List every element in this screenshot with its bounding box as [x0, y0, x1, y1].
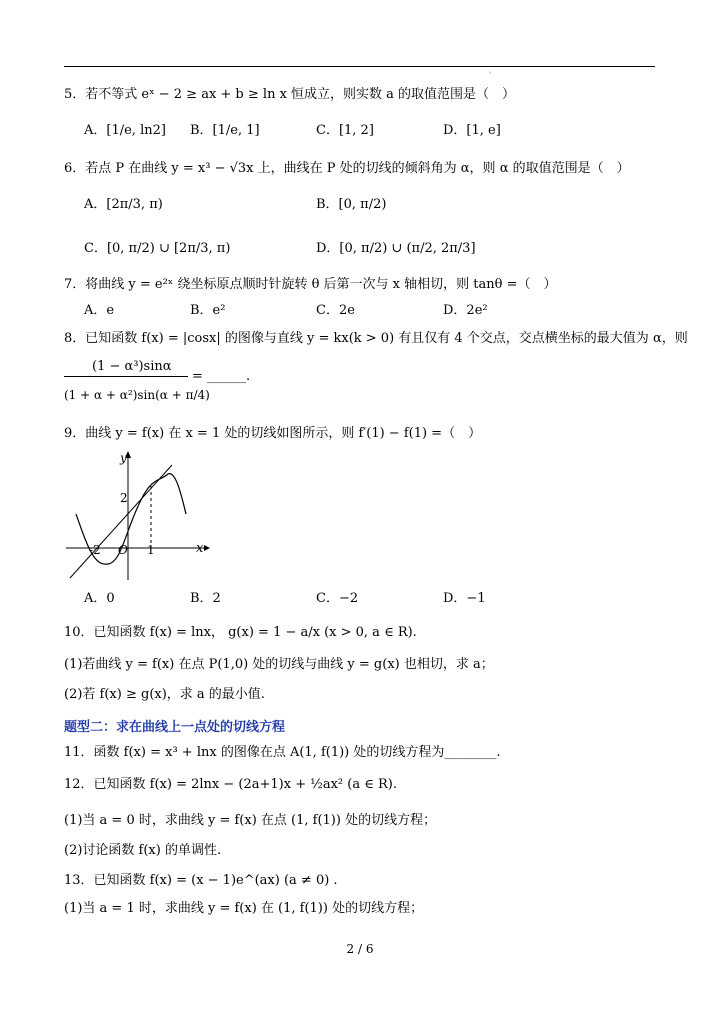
q5-stem: 5．若不等式 eˣ − 2 ≥ ax + b ≥ ln x 恒成立，则实数 a 的取值范围是（ ）: [64, 87, 516, 102]
tick-y2: 2: [120, 491, 128, 505]
q13-part1: (1)当 a = 1 时，求曲线 y = f(x) 在 (1, f(1)) 处的切线方程；: [64, 901, 424, 916]
q10-part1: (1)若曲线 y = f(x) 在点 P(1,0) 处的切线与曲线 y = g(x) 也相切，求 a；: [64, 657, 494, 672]
q7-option-b: B．e²: [190, 303, 226, 318]
q6-option-a: A．[2π/3, π): [84, 197, 163, 212]
page-number: 2 / 6: [346, 942, 374, 956]
q10-stem: 10．已知函数 f(x) = lnx， g(x) = 1 − a/x (x > 0, a ∈ R).: [64, 625, 417, 640]
q12-part2: (2)讨论函数 f(x) 的单调性.: [64, 843, 222, 858]
q6-option-c: C．[0, π/2) ∪ [2π/3, π): [84, 241, 231, 256]
q9-graph: [64, 448, 214, 583]
x-axis-arrow: [204, 545, 210, 551]
q7-option-a: A．e: [84, 303, 115, 318]
q5-option-b: B．[1/e, 1]: [190, 123, 260, 138]
q8-fraction-bar: [64, 376, 188, 377]
q9-option-a: A．0: [84, 591, 115, 606]
q9-option-d: D．−1: [443, 591, 486, 606]
q8-tail: = ______.: [192, 369, 251, 384]
q6-option-b: B．[0, π/2): [316, 197, 387, 212]
q7-option-c: C．2e: [316, 303, 355, 318]
section-title: 题型二：求在曲线上一点处的切线方程: [64, 720, 286, 735]
tick-1: 1: [147, 543, 155, 557]
q8-denominator: (1 + α + α²)sin(α + π/4): [64, 388, 210, 402]
q5-option-c: C．[1, 2]: [316, 123, 374, 138]
tick-neg2: -2: [89, 543, 101, 557]
q7-option-d: D．2e²: [443, 303, 488, 318]
q10-part2: (2)若 f(x) ≥ g(x)，求 a 的最小值.: [64, 687, 265, 702]
page-marker: ˈ: [489, 71, 492, 80]
q5-option-d: D．[1, e]: [443, 123, 501, 138]
q13-stem: 13．已知函数 f(x) = (x − 1)e^(ax) (a ≠ 0) .: [64, 873, 338, 888]
x-label: x: [196, 541, 204, 556]
q12-part1: (1)当 a = 0 时，求曲线 y = f(x) 在点 (1, f(1)) 处的切线方程；: [64, 813, 437, 828]
q6-option-d: D．[0, π/2) ∪ (π/2, 2π/3]: [316, 241, 476, 256]
q6-stem: 6．若点 P 在曲线 y = x³ − √3x 上，曲线在 P 处的切线的倾斜角为 α，则 α 的取值范围是（ ）: [64, 161, 630, 176]
origin-label: O: [118, 543, 128, 557]
q9-stem: 9．曲线 y = f(x) 在 x = 1 处的切线如图所示，则 f′(1) − f(1) =（ ）: [64, 426, 482, 441]
q11-stem: 11．函数 f(x) = x³ + lnx 的图像在点 A(1, f(1)) 处的切线方程为________.: [64, 745, 501, 760]
q8-numerator: (1 − α³)sinα: [92, 359, 172, 374]
y-label: y: [120, 451, 127, 465]
q5-option-a: A．[1/e, ln2]: [84, 123, 166, 138]
q9-option-c: C．−2: [316, 591, 359, 606]
q12-stem: 12．已知函数 f(x) = 2lnx − (2a+1)x + ½ax² (a ∈ R).: [64, 777, 397, 792]
header-rule: [64, 66, 655, 67]
tangent-line: [70, 465, 172, 578]
q7-stem: 7．将曲线 y = e²ˣ 绕坐标原点顺时针旋转 θ 后第一次与 x 轴相切，则 tanθ =（ ）: [64, 277, 557, 292]
q9-option-b: B．2: [190, 591, 221, 606]
q8-stem: 8．已知函数 f(x) = |cosx| 的图像与直线 y = kx(k > 0) 有且仅有 4 个交点，交点横坐标的最大值为 α，则: [64, 331, 688, 346]
